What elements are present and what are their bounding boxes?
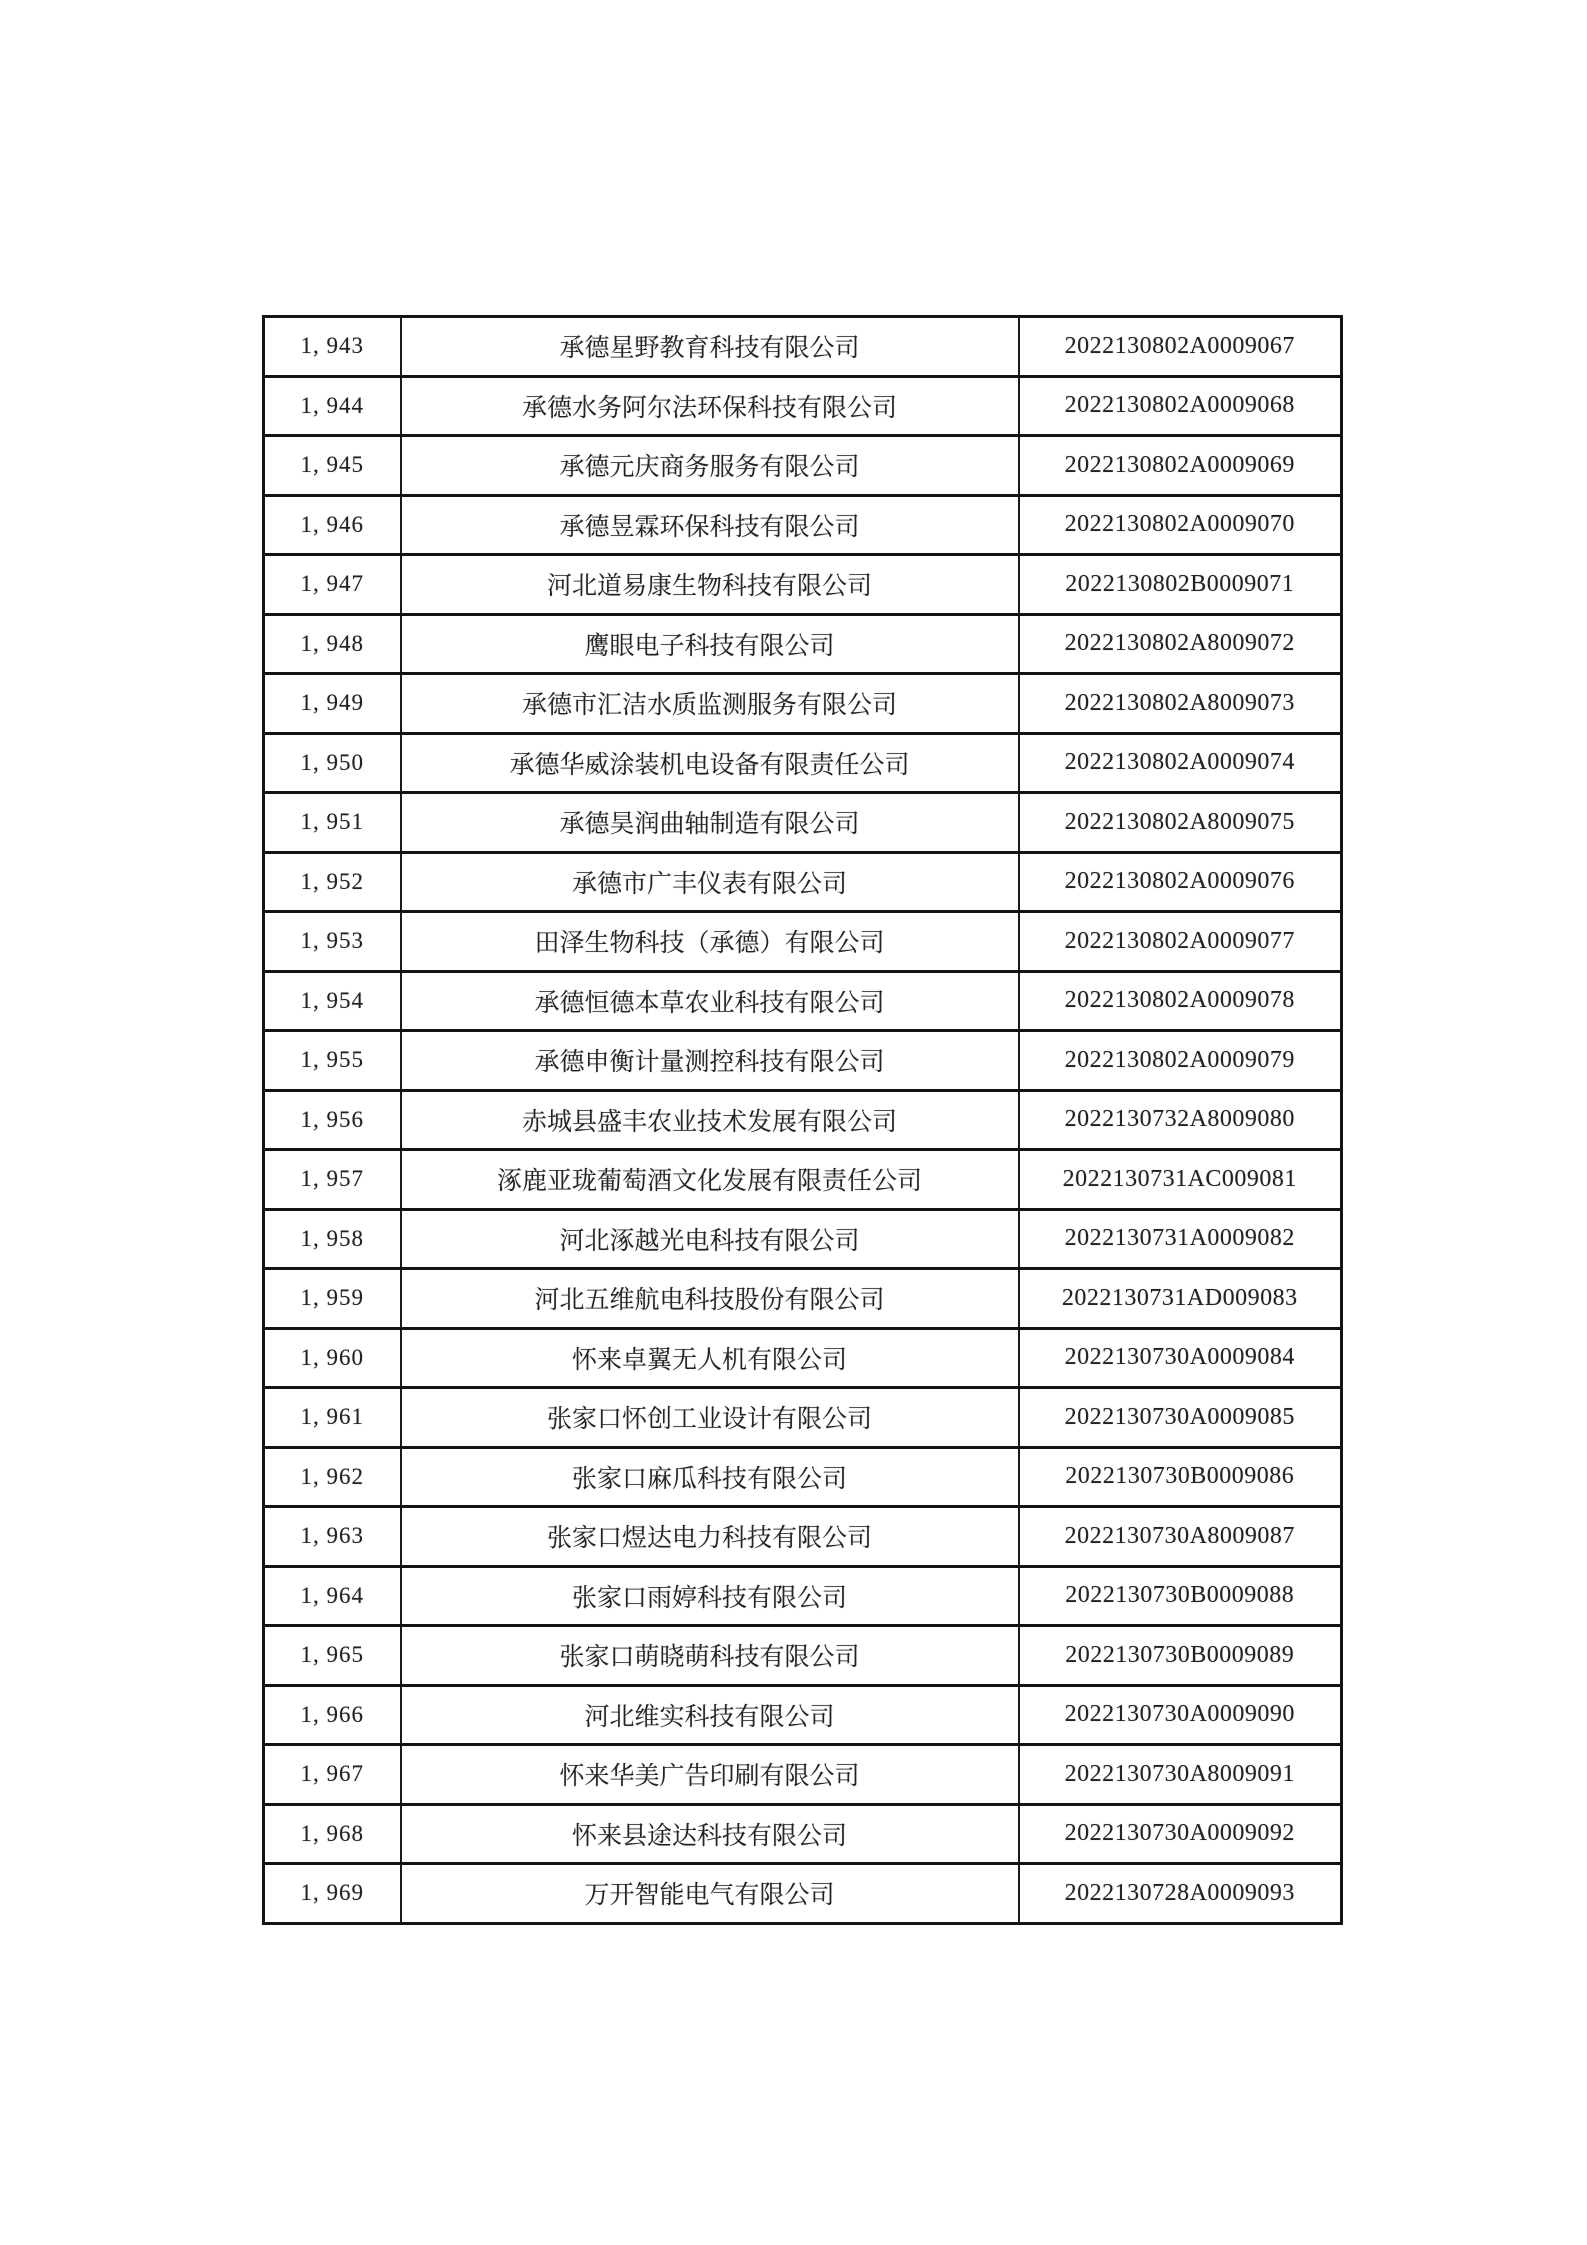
registration-code-cell: 2022130730A0009090 (1019, 1685, 1342, 1745)
row-index-cell: 1, 944 (264, 376, 401, 436)
registration-code-cell: 2022130802A8009072 (1019, 614, 1342, 674)
company-name-cell: 田泽生物科技（承德）有限公司 (401, 912, 1019, 972)
registration-code-cell: 2022130730A0009092 (1019, 1804, 1342, 1864)
registration-code-cell: 2022130802A0009067 (1019, 317, 1342, 377)
company-name-cell: 河北维实科技有限公司 (401, 1685, 1019, 1745)
company-name-cell: 承德市广丰仪表有限公司 (401, 852, 1019, 912)
table-row (264, 733, 1342, 793)
row-index-cell: 1, 943 (264, 317, 401, 377)
row-index-cell: 1, 949 (264, 674, 401, 734)
row-index-cell: 1, 950 (264, 733, 401, 793)
company-name-cell: 万开智能电气有限公司 (401, 1864, 1019, 1924)
row-index-cell: 1, 967 (264, 1745, 401, 1805)
registration-code-cell: 2022130730B0009088 (1019, 1566, 1342, 1626)
registration-code-cell: 2022130802A0009079 (1019, 1031, 1342, 1091)
company-name-cell: 承德元庆商务服务有限公司 (401, 436, 1019, 496)
company-name-cell: 承德申衡计量测控科技有限公司 (401, 1031, 1019, 1091)
company-name-cell: 承德星野教育科技有限公司 (401, 317, 1019, 377)
row-index-cell: 1, 946 (264, 495, 401, 555)
row-index-cell: 1, 955 (264, 1031, 401, 1091)
company-name-cell: 张家口煜达电力科技有限公司 (401, 1507, 1019, 1567)
row-index-cell: 1, 947 (264, 555, 401, 615)
table-row (264, 1447, 1342, 1507)
row-index-cell: 1, 964 (264, 1566, 401, 1626)
table-row (264, 1745, 1342, 1805)
table-row (264, 1804, 1342, 1864)
company-name-cell: 鹰眼电子科技有限公司 (401, 614, 1019, 674)
row-index-cell: 1, 963 (264, 1507, 401, 1567)
table-row (264, 555, 1342, 615)
row-index-cell: 1, 966 (264, 1685, 401, 1745)
row-index-cell: 1, 958 (264, 1209, 401, 1269)
registration-code-cell: 2022130802A0009069 (1019, 436, 1342, 496)
registration-code-cell: 2022130731AC009081 (1019, 1150, 1342, 1210)
table-row (264, 1209, 1342, 1269)
company-name-cell: 张家口怀创工业设计有限公司 (401, 1388, 1019, 1448)
registration-code-cell: 2022130802A0009074 (1019, 733, 1342, 793)
table-row (264, 436, 1342, 496)
table-row (264, 317, 1342, 377)
table-row (264, 1269, 1342, 1329)
row-index-cell: 1, 945 (264, 436, 401, 496)
registration-code-cell: 2022130802A8009073 (1019, 674, 1342, 734)
registration-code-cell: 2022130728A0009093 (1019, 1864, 1342, 1924)
table-row (264, 1566, 1342, 1626)
company-name-cell: 承德华威涂装机电设备有限责任公司 (401, 733, 1019, 793)
row-index-cell: 1, 961 (264, 1388, 401, 1448)
table-row (264, 793, 1342, 853)
table-row (264, 852, 1342, 912)
registration-code-cell: 2022130802A0009068 (1019, 376, 1342, 436)
row-index-cell: 1, 957 (264, 1150, 401, 1210)
registration-code-cell: 2022130730A8009087 (1019, 1507, 1342, 1567)
company-table (262, 315, 1343, 1925)
table-row (264, 1685, 1342, 1745)
table-row (264, 1864, 1342, 1924)
row-index-cell: 1, 969 (264, 1864, 401, 1924)
registration-code-cell: 2022130730A0009085 (1019, 1388, 1342, 1448)
company-name-cell: 怀来华美广告印刷有限公司 (401, 1745, 1019, 1805)
company-name-cell: 赤城县盛丰农业技术发展有限公司 (401, 1090, 1019, 1150)
registration-code-cell: 2022130802B0009071 (1019, 555, 1342, 615)
row-index-cell: 1, 965 (264, 1626, 401, 1686)
registration-code-cell: 2022130802A0009076 (1019, 852, 1342, 912)
company-name-cell: 怀来县途达科技有限公司 (401, 1804, 1019, 1864)
table-row (264, 376, 1342, 436)
table-row (264, 1626, 1342, 1686)
registration-code-cell: 2022130730B0009086 (1019, 1447, 1342, 1507)
registration-code-cell: 2022130732A8009080 (1019, 1090, 1342, 1150)
row-index-cell: 1, 952 (264, 852, 401, 912)
registration-code-cell: 2022130802A0009070 (1019, 495, 1342, 555)
table-row (264, 1388, 1342, 1448)
registration-code-cell: 2022130802A0009077 (1019, 912, 1342, 972)
table-row (264, 1031, 1342, 1091)
company-name-cell: 涿鹿亚珑葡萄酒文化发展有限责任公司 (401, 1150, 1019, 1210)
registration-code-cell: 2022130730A8009091 (1019, 1745, 1342, 1805)
company-name-cell: 怀来卓翼无人机有限公司 (401, 1328, 1019, 1388)
registration-code-cell: 2022130730A0009084 (1019, 1328, 1342, 1388)
company-name-cell: 承德昱霖环保科技有限公司 (401, 495, 1019, 555)
row-index-cell: 1, 968 (264, 1804, 401, 1864)
row-index-cell: 1, 959 (264, 1269, 401, 1329)
company-name-cell: 张家口萌晓萌科技有限公司 (401, 1626, 1019, 1686)
row-index-cell: 1, 956 (264, 1090, 401, 1150)
company-table-body (264, 317, 1342, 1924)
company-name-cell: 张家口雨婷科技有限公司 (401, 1566, 1019, 1626)
table-row (264, 912, 1342, 972)
table-row (264, 495, 1342, 555)
company-name-cell: 河北五维航电科技股份有限公司 (401, 1269, 1019, 1329)
row-index-cell: 1, 960 (264, 1328, 401, 1388)
registration-code-cell: 2022130731AD009083 (1019, 1269, 1342, 1329)
company-name-cell: 河北涿越光电科技有限公司 (401, 1209, 1019, 1269)
row-index-cell: 1, 954 (264, 971, 401, 1031)
company-name-cell: 承德昊润曲轴制造有限公司 (401, 793, 1019, 853)
row-index-cell: 1, 962 (264, 1447, 401, 1507)
table-row (264, 971, 1342, 1031)
row-index-cell: 1, 948 (264, 614, 401, 674)
registration-code-cell: 2022130802A8009075 (1019, 793, 1342, 853)
table-row (264, 1150, 1342, 1210)
table-row (264, 1328, 1342, 1388)
company-name-cell: 承德水务阿尔法环保科技有限公司 (401, 376, 1019, 436)
row-index-cell: 1, 953 (264, 912, 401, 972)
table-row (264, 614, 1342, 674)
company-name-cell: 承德市汇洁水质监测服务有限公司 (401, 674, 1019, 734)
company-name-cell: 河北道易康生物科技有限公司 (401, 555, 1019, 615)
table-row (264, 674, 1342, 734)
registration-code-cell: 2022130731A0009082 (1019, 1209, 1342, 1269)
registration-code-cell: 2022130730B0009089 (1019, 1626, 1342, 1686)
table-row (264, 1507, 1342, 1567)
company-name-cell: 张家口麻瓜科技有限公司 (401, 1447, 1019, 1507)
registration-code-cell: 2022130802A0009078 (1019, 971, 1342, 1031)
row-index-cell: 1, 951 (264, 793, 401, 853)
table-row (264, 1090, 1342, 1150)
company-name-cell: 承德恒德本草农业科技有限公司 (401, 971, 1019, 1031)
